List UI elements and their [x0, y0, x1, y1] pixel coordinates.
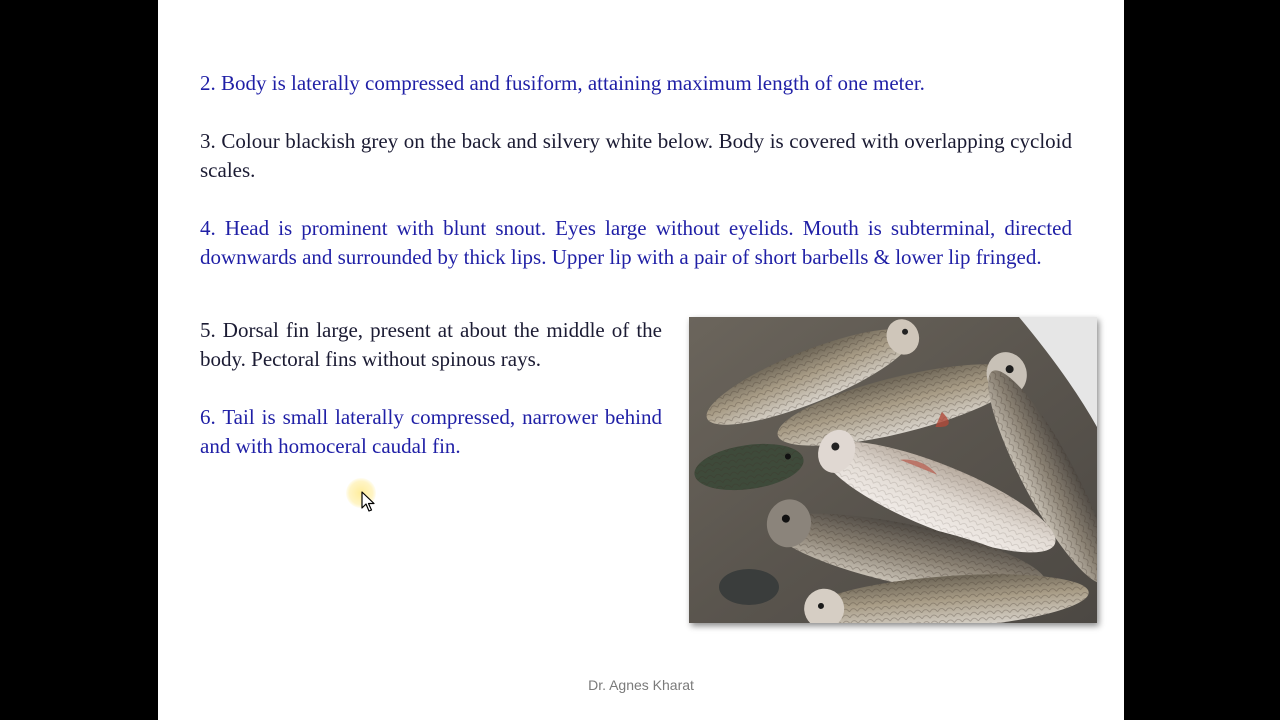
point-2-body-shape: 2. Body is laterally compressed and fusiform, attaining maximum length of one meter.: [200, 71, 925, 95]
slide: [158, 0, 1124, 720]
point-4-head-mouth: 4. Head is prominent with blunt snout. Eyes large without eyelids. Mouth is subterminal, directed downwards and surrounded by thick lips. Upper lip with a pair of short barbells & lower lip fringed.: [200, 216, 1072, 269]
footer-author: Dr. Agnes Kharat: [588, 677, 694, 693]
point-6-tail: 6. Tail is small laterally compressed, narrower behind and with homoceral caudal fin.: [200, 405, 662, 458]
fish-photo: [689, 317, 1097, 623]
mouse-pointer-icon: [361, 491, 375, 517]
point-3-colour-scales: 3. Colour blackish grey on the back and silvery white below. Body is covered with overlapping cycloid scales.: [200, 129, 1072, 182]
point-5-fins: 5. Dorsal fin large, present at about the middle of the body. Pectoral fins without spinous rays.: [200, 318, 662, 371]
